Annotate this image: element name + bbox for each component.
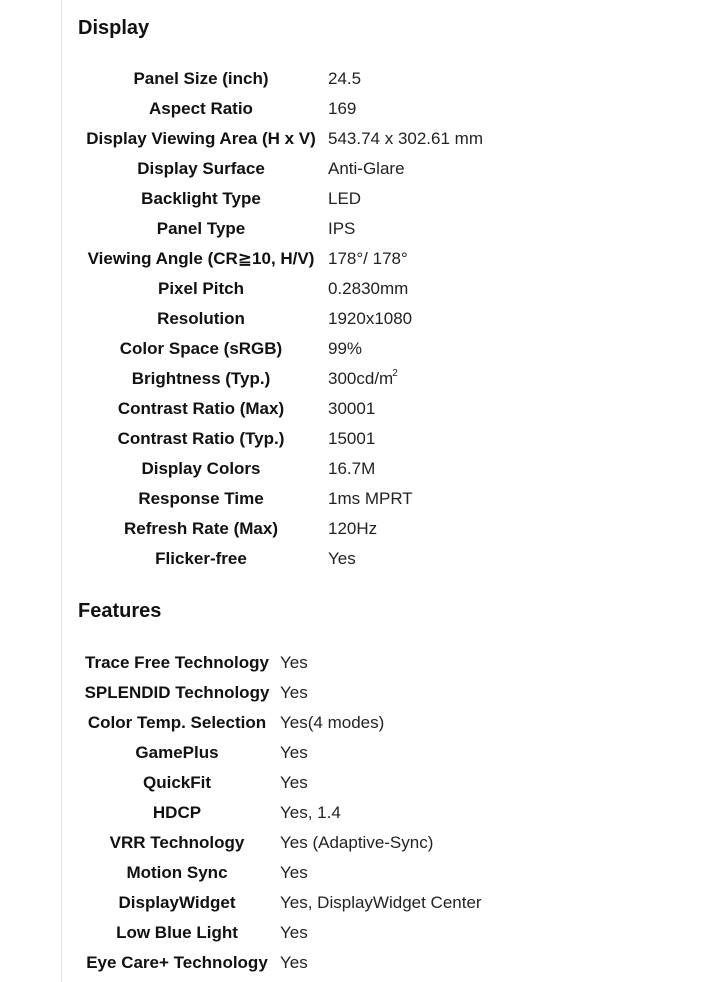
spec-value-text: Yes	[280, 863, 308, 882]
spec-row	[78, 738, 482, 768]
spec-row	[78, 948, 482, 978]
spec-row	[78, 424, 483, 454]
spec-label: SPLENDID Technology	[84, 683, 270, 702]
spec-row	[78, 364, 483, 394]
spec-value-text: 24.5	[328, 69, 362, 88]
spec-value-text: 0.2830mm	[328, 279, 409, 298]
spec-row	[78, 184, 483, 214]
spec-row	[78, 888, 482, 918]
left-border-line	[61, 0, 62, 982]
spec-label: Low Blue Light	[116, 923, 238, 942]
spec-label: Eye Care+ Technology	[86, 953, 268, 972]
spec-row	[78, 678, 482, 708]
spec-value-text: 15001	[328, 429, 376, 448]
spec-label: Aspect Ratio	[149, 99, 253, 118]
spec-row	[78, 828, 482, 858]
display-spec-body	[78, 64, 483, 574]
spec-value	[324, 274, 483, 304]
spec-value	[324, 154, 483, 184]
spec-row	[78, 154, 483, 184]
spec-label: HDCP	[152, 803, 202, 822]
spec-label: Motion Sync	[126, 863, 228, 882]
spec-value-text: IPS	[328, 219, 356, 238]
spec-label: Display Viewing Area (H x V)	[86, 129, 316, 148]
spec-row	[78, 244, 483, 274]
spec-value	[324, 484, 483, 514]
spec-label: VRR Technology	[109, 833, 245, 852]
spec-value-text: Yes, DisplayWidget Center	[280, 893, 482, 912]
spec-row	[78, 858, 482, 888]
spec-row	[78, 454, 483, 484]
spec-label: GamePlus	[135, 743, 219, 762]
spec-value	[324, 94, 483, 124]
spec-value	[276, 858, 482, 888]
spec-label: QuickFit	[142, 773, 211, 792]
spec-row	[78, 214, 483, 244]
spec-value-text: 178°/ 178°	[328, 249, 408, 268]
spec-label: Trace Free Technology	[85, 653, 269, 672]
spec-label: DisplayWidget	[118, 893, 236, 912]
spec-label: Contrast Ratio (Max)	[117, 399, 285, 418]
spec-row	[78, 484, 483, 514]
spec-value	[324, 244, 483, 274]
spec-label: Refresh Rate (Max)	[124, 519, 278, 538]
section-title-features: Features	[78, 600, 162, 622]
spec-row	[78, 304, 483, 334]
spec-value-text: Yes	[280, 683, 308, 702]
spec-value-text: 120Hz	[328, 519, 378, 538]
spec-value	[276, 918, 482, 948]
spec-label: Brightness (Typ.)	[131, 369, 271, 388]
spec-value-text: 300cd/m	[328, 369, 394, 388]
spec-label: Panel Size (inch)	[133, 69, 269, 88]
spec-value	[276, 738, 482, 768]
spec-value	[276, 678, 482, 708]
spec-value-text: 16.7M	[328, 459, 376, 478]
spec-value	[276, 768, 482, 798]
spec-value-text: Yes	[280, 653, 308, 672]
spec-value	[324, 424, 483, 454]
spec-value	[324, 214, 483, 244]
spec-value-text: 1ms MPRT	[328, 489, 413, 508]
spec-row	[78, 798, 482, 828]
spec-value-text: Yes	[280, 953, 308, 972]
spec-label: Pixel Pitch	[158, 279, 244, 298]
spec-value	[324, 394, 483, 424]
spec-label: Panel Type	[156, 219, 246, 238]
spec-row	[78, 768, 482, 798]
features-spec-body	[78, 648, 482, 978]
spec-value-text: 169	[328, 99, 357, 118]
spec-row	[78, 334, 483, 364]
spec-value	[324, 334, 483, 364]
spec-value	[324, 364, 483, 394]
spec-value	[324, 454, 483, 484]
spec-row	[78, 64, 483, 94]
spec-label: Display Colors	[141, 459, 261, 478]
spec-value-text: Yes (Adaptive-Sync)	[280, 833, 434, 852]
spec-value-text: 1920x1080	[328, 309, 413, 328]
spec-row	[78, 514, 483, 544]
spec-label: Flicker-free	[155, 549, 247, 568]
spec-row	[78, 94, 483, 124]
spec-label: Viewing Angle (CR≧10, H/V)	[87, 249, 315, 268]
spec-row	[78, 544, 483, 574]
display-spec-table	[78, 64, 483, 574]
spec-row	[78, 124, 483, 154]
spec-label: Contrast Ratio (Typ.)	[117, 429, 285, 448]
spec-value-text: 30001	[328, 399, 376, 418]
spec-value	[276, 828, 482, 858]
spec-value	[324, 184, 483, 214]
spec-value	[324, 544, 483, 574]
spec-label: Backlight Type	[141, 189, 261, 208]
spec-value	[276, 798, 482, 828]
spec-value	[276, 888, 482, 918]
spec-row	[78, 274, 483, 304]
spec-value-superscript: 2	[392, 368, 398, 379]
spec-row	[78, 918, 482, 948]
spec-value-text: LED	[328, 189, 362, 208]
spec-row	[78, 708, 482, 738]
spec-value	[324, 64, 483, 94]
spec-label: Color Space (sRGB)	[119, 339, 283, 358]
spec-value-text: 543.74 x 302.61 mm	[328, 129, 483, 148]
section-title-display: Display	[78, 17, 150, 39]
spec-value-text: Yes(4 modes)	[280, 713, 385, 732]
spec-label: Resolution	[157, 309, 245, 328]
spec-value-text: Yes, 1.4	[280, 803, 341, 822]
spec-value-text: Yes	[328, 549, 356, 568]
spec-label: Color Temp. Selection	[87, 713, 267, 732]
spec-value-text: Yes	[280, 743, 308, 762]
spec-label: Response Time	[138, 489, 264, 508]
spec-value	[324, 124, 483, 154]
spec-value-text: 99%	[328, 339, 363, 358]
features-spec-table	[78, 648, 482, 978]
spec-value	[324, 514, 483, 544]
spec-value	[276, 648, 482, 678]
spec-row	[78, 394, 483, 424]
spec-value-text: Yes	[280, 923, 308, 942]
spec-label: Display Surface	[137, 159, 265, 178]
spec-row	[78, 648, 482, 678]
spec-value-text: Yes	[280, 773, 308, 792]
spec-value	[276, 708, 482, 738]
spec-value	[324, 304, 483, 334]
spec-value	[276, 948, 482, 978]
spec-value-text: Anti-Glare	[328, 159, 405, 178]
